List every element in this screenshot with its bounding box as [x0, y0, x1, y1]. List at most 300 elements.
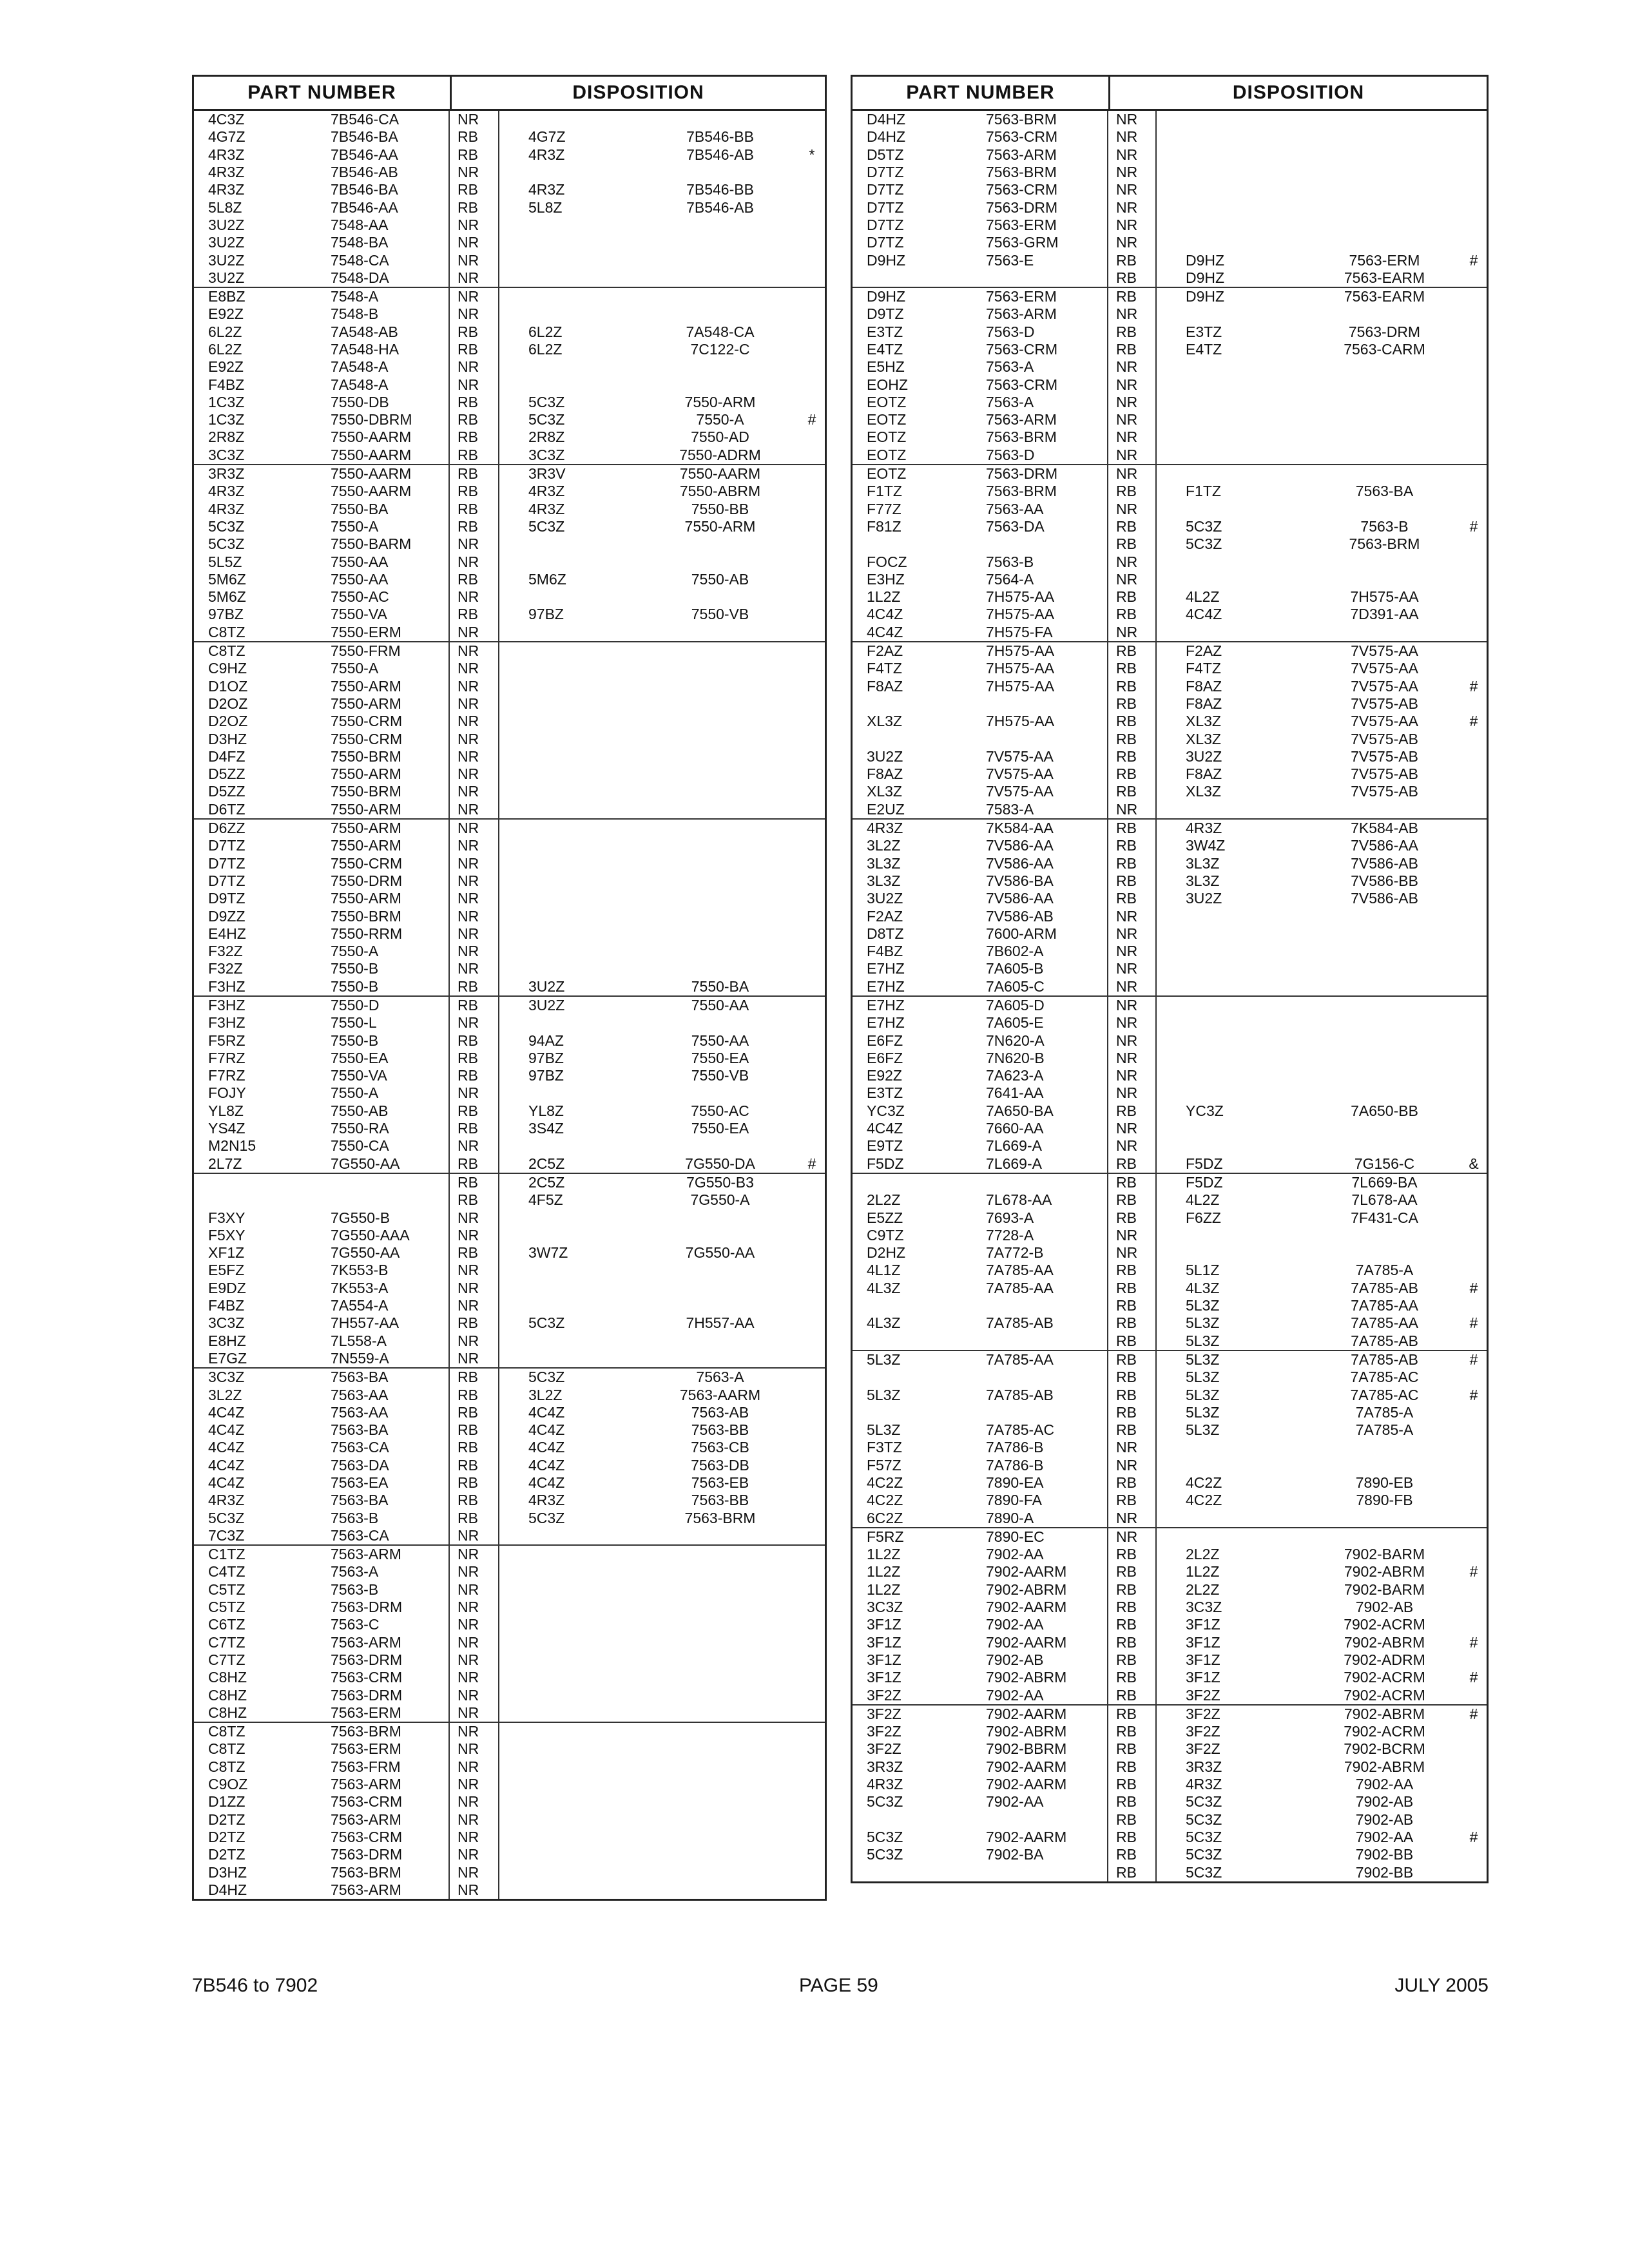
part-prefix: F3HZ — [208, 997, 246, 1013]
disposition-code: RB — [458, 466, 478, 482]
replacement-prefix: 5C3Z — [1186, 1865, 1222, 1880]
disposition-code: NR — [458, 270, 479, 285]
part-prefix: 97BZ — [208, 607, 244, 622]
note-mark: # — [1469, 1635, 1478, 1650]
part-base: 7563-BRM — [331, 1724, 401, 1740]
table-row — [194, 890, 825, 907]
replacement-prefix: 3F1Z — [1186, 1635, 1220, 1650]
table-row — [194, 1723, 825, 1740]
part-prefix: 4R3Z — [208, 484, 245, 499]
part-prefix: F5XY — [208, 1227, 246, 1243]
disposition-code: NR — [1116, 130, 1138, 145]
part-prefix: 3L3Z — [867, 873, 901, 889]
part-prefix: C9TZ — [867, 1227, 904, 1243]
table-row — [853, 1332, 1487, 1349]
column-divider — [448, 111, 450, 1899]
replacement-base: 7A785-AB — [1351, 1280, 1418, 1296]
replacement-base: 7550-VB — [691, 607, 749, 622]
part-base: 7548-AA — [331, 217, 389, 233]
part-prefix: E4TZ — [867, 342, 903, 357]
replacement-prefix: 4R3Z — [528, 1493, 565, 1508]
part-prefix: D9HZ — [867, 253, 906, 268]
part-prefix: D4FZ — [208, 749, 246, 764]
replacement-base: 7G156-C — [1354, 1156, 1415, 1171]
disposition-code: NR — [458, 1687, 479, 1703]
disposition-code: NR — [458, 802, 479, 817]
disposition-code: RB — [1116, 1742, 1137, 1757]
disposition-code: NR — [1116, 1015, 1138, 1031]
part-prefix: C8TZ — [208, 624, 246, 640]
part-prefix: 4C4Z — [208, 1405, 245, 1420]
table-row — [194, 111, 825, 128]
disposition-code: NR — [1116, 430, 1138, 445]
table-row — [194, 164, 825, 181]
table-row — [194, 748, 825, 765]
part-base: 7550-RA — [331, 1121, 389, 1137]
disposition-code: NR — [458, 289, 479, 305]
table-row — [853, 376, 1487, 393]
part-base: 7563-B — [986, 554, 1034, 570]
replacement-prefix: XL3Z — [1186, 714, 1221, 729]
replacement-prefix: 3F1Z — [1186, 1652, 1220, 1667]
part-prefix: D3HZ — [208, 1865, 247, 1880]
part-prefix: D5ZZ — [208, 767, 246, 782]
disposition-code: NR — [458, 1794, 479, 1810]
part-base: 7563-CRM — [986, 182, 1058, 198]
replacement-prefix: 5L3Z — [1186, 1316, 1220, 1331]
part-prefix: E5HZ — [867, 360, 905, 375]
table-row — [194, 1669, 825, 1686]
table-row — [194, 1546, 825, 1563]
part-prefix: 3F1Z — [867, 1670, 901, 1686]
part-base: 7H557-AA — [331, 1316, 400, 1331]
replacement-prefix: 5L3Z — [1186, 1333, 1220, 1349]
table-row — [194, 571, 825, 588]
part-prefix: F32Z — [208, 944, 243, 959]
replacement-base: 7V575-AB — [1351, 749, 1418, 764]
table-row — [853, 678, 1487, 695]
table-row — [194, 1439, 825, 1456]
part-base: 7548-CA — [331, 253, 389, 268]
part-prefix: C8TZ — [208, 1759, 246, 1774]
part-prefix: 5L8Z — [208, 200, 242, 215]
table-row — [194, 1634, 825, 1651]
table-row — [853, 288, 1487, 305]
table-row — [194, 1350, 825, 1367]
part-base: 7902-ABRM — [986, 1724, 1067, 1740]
table-row — [853, 1509, 1487, 1526]
part-prefix: E8HZ — [208, 1333, 246, 1349]
part-base: 7902-ABRM — [986, 1582, 1067, 1597]
disposition-code: NR — [1116, 112, 1138, 128]
replacement-base: 7550-AB — [691, 572, 749, 587]
column-divider — [1107, 111, 1108, 1881]
note-mark: # — [1469, 1387, 1478, 1403]
part-prefix: E92Z — [208, 360, 244, 375]
table-row — [194, 1102, 825, 1120]
table-row — [194, 837, 825, 854]
right-parts-table — [851, 75, 1489, 1883]
disposition-code: RB — [458, 501, 478, 517]
replacement-base: 7A785-A — [1355, 1423, 1414, 1438]
replacement-base: 7G550-AA — [685, 1245, 755, 1261]
part-prefix: E4HZ — [208, 926, 246, 941]
part-prefix: D6TZ — [208, 802, 246, 817]
replacement-base: 7550-ADRM — [679, 447, 761, 463]
part-prefix: 1C3Z — [208, 412, 245, 428]
table-row — [853, 1120, 1487, 1137]
table-row — [194, 820, 825, 837]
table-row — [853, 1404, 1487, 1421]
table-row — [853, 588, 1487, 606]
table-row — [853, 748, 1487, 765]
disposition-code: NR — [458, 1742, 479, 1757]
disposition-code: RB — [1116, 270, 1137, 285]
replacement-base: 7H575-AA — [1350, 590, 1419, 605]
part-prefix: D9ZZ — [208, 908, 246, 924]
disposition-code: NR — [1116, 926, 1138, 941]
part-prefix: 3L3Z — [867, 856, 901, 871]
table-row — [853, 483, 1487, 500]
part-prefix: D7TZ — [867, 165, 904, 180]
part-base: 7H575-AA — [986, 607, 1055, 622]
part-base: 7563-CRM — [986, 130, 1058, 145]
table-row — [194, 1704, 825, 1722]
table-row — [194, 1262, 825, 1279]
replacement-prefix: 6L2Z — [528, 324, 563, 340]
disposition-code: RB — [458, 1156, 478, 1171]
table-row — [194, 1492, 825, 1509]
table-row — [853, 997, 1487, 1014]
disposition-code: RB — [1116, 519, 1137, 534]
left-parts-table — [192, 75, 827, 1901]
replacement-base: 7V575-AA — [1351, 661, 1418, 677]
part-prefix: 3U2Z — [867, 891, 903, 907]
part-base: 7902-AA — [986, 1687, 1044, 1703]
disposition-code: RB — [1116, 1847, 1137, 1863]
part-base: 7A785-AA — [986, 1263, 1054, 1278]
part-prefix: C8HZ — [208, 1670, 247, 1686]
part-prefix: D9HZ — [867, 289, 906, 305]
replacement-prefix: D9HZ — [1186, 253, 1225, 268]
table-row — [853, 854, 1487, 872]
table-row — [853, 1032, 1487, 1049]
replacement-base: 7A785-AB — [1351, 1333, 1418, 1349]
part-prefix: EOTZ — [867, 466, 907, 482]
part-prefix: F8AZ — [867, 678, 903, 694]
replacement-prefix: 4R3Z — [1186, 1777, 1222, 1792]
part-base: 7563-CRM — [331, 1670, 403, 1686]
table-row — [194, 288, 825, 305]
table-row — [853, 713, 1487, 730]
replacement-base: 7L678-AA — [1351, 1193, 1418, 1208]
table-row — [194, 1421, 825, 1439]
row-group — [194, 111, 825, 288]
part-base: 7563-GRM — [986, 235, 1059, 251]
disposition-code: NR — [458, 1015, 479, 1031]
disposition-code: RB — [1116, 1564, 1137, 1580]
disposition-code: NR — [458, 1829, 479, 1845]
disposition-code: RB — [458, 997, 478, 1013]
part-prefix: 4C4Z — [208, 1440, 245, 1456]
part-prefix: 4C4Z — [208, 1475, 245, 1490]
replacement-prefix: 5C3Z — [1186, 1794, 1222, 1810]
part-prefix: F4BZ — [208, 377, 245, 392]
replacement-prefix: F5DZ — [1186, 1175, 1223, 1190]
replacement-base: 7C122-C — [690, 342, 750, 357]
disposition-code: NR — [1116, 394, 1138, 410]
disposition-code: NR — [458, 1670, 479, 1686]
disposition-code: RB — [458, 607, 478, 622]
table-row — [853, 837, 1487, 854]
replacement-base: 7563-BB — [691, 1493, 749, 1508]
table-row — [853, 1723, 1487, 1740]
replacement-base: 7K584-AB — [1351, 821, 1418, 836]
part-prefix: 3L2Z — [208, 1387, 242, 1403]
table-row — [853, 341, 1487, 358]
part-base: 7H575-AA — [986, 590, 1055, 605]
part-base: 7A605-E — [986, 1015, 1044, 1031]
table-row — [194, 1651, 825, 1669]
table-row — [853, 730, 1487, 747]
note-mark: # — [1469, 519, 1478, 534]
part-base: 7A786-B — [986, 1457, 1044, 1473]
table-row — [194, 1050, 825, 1067]
part-prefix: D7TZ — [208, 856, 246, 871]
table-row — [194, 678, 825, 695]
disposition-code: RB — [458, 324, 478, 340]
part-base: 7K553-A — [331, 1280, 389, 1296]
part-base: 7563-E — [986, 253, 1034, 268]
table-row — [194, 1137, 825, 1155]
replacement-prefix: 4C4Z — [528, 1423, 565, 1438]
row-group — [853, 1528, 1487, 1706]
note-mark: # — [1469, 1564, 1478, 1580]
part-base: 7563-DRM — [331, 1687, 403, 1703]
disposition-code: RB — [1116, 1493, 1137, 1508]
replacement-base: 7B546-BB — [686, 182, 754, 198]
table-row — [194, 483, 825, 500]
table-row — [194, 1758, 825, 1776]
replacement-prefix: 5C3Z — [528, 1510, 565, 1526]
part-base: 7563-C — [331, 1617, 380, 1633]
disposition-code: NR — [1116, 447, 1138, 463]
replacement-prefix: 4C4Z — [528, 1475, 565, 1490]
part-prefix: F4BZ — [867, 944, 903, 959]
part-base: 7641-AA — [986, 1086, 1044, 1101]
row-group — [853, 820, 1487, 997]
part-base: 7A605-B — [986, 961, 1044, 977]
part-prefix: 3C3Z — [208, 1370, 245, 1385]
replacement-base: 7550-ARM — [684, 519, 756, 534]
part-prefix: C5TZ — [208, 1582, 246, 1597]
replacement-prefix: 3L2Z — [528, 1387, 563, 1403]
part-prefix: 4R3Z — [208, 147, 245, 162]
part-prefix: 3C3Z — [867, 1600, 903, 1615]
disposition-header: DISPOSITION — [1232, 82, 1365, 103]
part-prefix: D2TZ — [208, 1847, 246, 1863]
replacement-prefix: 3W7Z — [528, 1245, 568, 1261]
part-prefix: F5RZ — [208, 1033, 246, 1048]
table-row — [853, 501, 1487, 518]
table-row — [194, 269, 825, 287]
replacement-base: 7902-ACRM — [1344, 1617, 1425, 1633]
part-base: 7G550-AAA — [331, 1227, 410, 1243]
part-base: 7A772-B — [986, 1245, 1044, 1261]
part-base: 7K553-B — [331, 1263, 389, 1278]
table-row — [194, 606, 825, 623]
replacement-prefix: 97BZ — [528, 1068, 564, 1084]
part-prefix: C7TZ — [208, 1635, 246, 1650]
part-base: 7K584-AA — [986, 821, 1054, 836]
disposition-code: NR — [458, 537, 479, 552]
row-group — [194, 288, 825, 465]
table-row — [194, 1120, 825, 1137]
table-row — [194, 1686, 825, 1704]
row-group — [853, 1706, 1487, 1881]
disposition-code: RB — [1116, 1865, 1137, 1880]
replacement-prefix: 97BZ — [528, 1050, 564, 1066]
disposition-code: RB — [1116, 1103, 1137, 1119]
table-row — [853, 1209, 1487, 1226]
table-row — [194, 1297, 825, 1314]
part-prefix: E7HZ — [867, 961, 905, 977]
part-base: 7563-ERM — [331, 1705, 401, 1720]
disposition-code: RB — [458, 200, 478, 215]
part-base: 7A785-AA — [986, 1280, 1054, 1296]
replacement-base: 7V575-AB — [1351, 767, 1418, 782]
part-prefix: C8TZ — [208, 1742, 246, 1757]
part-base: 7550-BARM — [331, 537, 412, 552]
part-base: 7550-CRM — [331, 731, 403, 747]
table-row — [194, 1509, 825, 1526]
table-row — [194, 1599, 825, 1616]
disposition-code: RB — [1116, 749, 1137, 764]
replacement-prefix: 4L3Z — [1186, 1280, 1220, 1296]
table-row — [194, 907, 825, 925]
note-mark: # — [1469, 678, 1478, 694]
table-row — [194, 1563, 825, 1581]
replacement-prefix: 4R3Z — [528, 147, 565, 162]
replacement-prefix: YL8Z — [528, 1103, 564, 1119]
row-group — [194, 1546, 825, 1723]
table-row — [194, 1067, 825, 1084]
part-base: 7B546-BA — [331, 182, 398, 198]
footer-date: JULY 2005 — [1394, 1975, 1489, 1996]
part-base: 7728-A — [986, 1227, 1034, 1243]
disposition-code: NR — [458, 253, 479, 268]
table-row — [853, 1297, 1487, 1314]
part-prefix: 3F2Z — [867, 1687, 901, 1703]
table-row — [853, 1669, 1487, 1686]
replacement-prefix: 2C5Z — [528, 1156, 565, 1171]
disposition-code: RB — [458, 1103, 478, 1119]
disposition-code: RB — [458, 1457, 478, 1473]
disposition-code: RB — [1116, 1156, 1137, 1171]
part-prefix: 5C3Z — [867, 1794, 903, 1810]
replacement-base: 7563-BA — [1355, 484, 1414, 499]
disposition-code: NR — [1116, 802, 1138, 817]
part-prefix: XL3Z — [867, 714, 902, 729]
disposition-code: NR — [458, 891, 479, 907]
disposition-code: RB — [458, 519, 478, 534]
disposition-code: RB — [1116, 1298, 1137, 1314]
part-base: 7563-BRM — [986, 484, 1057, 499]
part-prefix: C7TZ — [208, 1652, 246, 1667]
part-prefix: F2AZ — [867, 908, 903, 924]
table-row — [194, 1474, 825, 1492]
replacement-base: 7A785-AC — [1350, 1387, 1419, 1403]
replacement-prefix: 5C3Z — [1186, 519, 1222, 534]
disposition-code: NR — [1116, 1457, 1138, 1473]
part-prefix: E9TZ — [867, 1139, 903, 1154]
disposition-code: NR — [1116, 572, 1138, 587]
part-prefix: E92Z — [867, 1068, 902, 1084]
replacement-prefix: 4L2Z — [1186, 1193, 1220, 1208]
disposition-code: RB — [1116, 678, 1137, 694]
part-base: 7G550-AA — [331, 1245, 400, 1261]
part-prefix: D4HZ — [867, 112, 906, 128]
part-prefix: 4C3Z — [208, 112, 245, 128]
disposition-code: NR — [458, 1812, 479, 1827]
replacement-prefix: F6ZZ — [1186, 1210, 1221, 1225]
table-row — [853, 1262, 1487, 1279]
row-group — [853, 111, 1487, 288]
part-prefix: YS4Z — [208, 1121, 246, 1137]
disposition-code: RB — [1116, 1777, 1137, 1792]
replacement-prefix: 4F5Z — [528, 1193, 563, 1208]
part-prefix: 3L2Z — [867, 838, 901, 854]
replacement-base: 7V586-BB — [1351, 873, 1418, 889]
table-row — [194, 1332, 825, 1349]
table-row — [853, 216, 1487, 234]
left-table-header — [194, 77, 825, 111]
disposition-code: RB — [458, 447, 478, 463]
replacement-base: 7G550-DA — [685, 1156, 755, 1171]
part-base: 7902-AARM — [986, 1706, 1067, 1722]
disposition-code: NR — [458, 1350, 479, 1366]
table-row — [194, 1616, 825, 1633]
replacement-base: 7563-AB — [691, 1405, 749, 1420]
disposition-code: RB — [1116, 1794, 1137, 1810]
replacement-prefix: E4TZ — [1186, 342, 1222, 357]
part-base: 7563-BRM — [986, 430, 1057, 445]
replacement-base: 7563-A — [696, 1370, 744, 1385]
row-group — [853, 288, 1487, 465]
part-prefix: D2TZ — [208, 1812, 246, 1827]
part-prefix: 3F1Z — [867, 1652, 901, 1667]
disposition-code: NR — [1116, 182, 1138, 198]
table-row — [194, 146, 825, 164]
part-prefix: 1L2Z — [867, 1564, 901, 1580]
disposition-code: RB — [1116, 537, 1137, 552]
replacement-prefix: 1L2Z — [1186, 1564, 1220, 1580]
replacement-prefix: 3F2Z — [1186, 1687, 1220, 1703]
part-prefix: 1L2Z — [867, 1582, 901, 1597]
part-base: 7563-FRM — [331, 1759, 401, 1774]
part-base: 7902-AARM — [986, 1600, 1067, 1615]
part-prefix: E9DZ — [208, 1280, 246, 1296]
replacement-prefix: 5L3Z — [1186, 1298, 1220, 1314]
replacement-base: 7563-DRM — [1348, 324, 1421, 340]
part-prefix: 6L2Z — [208, 342, 242, 357]
disposition-code: NR — [458, 1528, 479, 1543]
part-base: 7563-CA — [331, 1440, 389, 1456]
part-base: 7564-A — [986, 572, 1034, 587]
disposition-code: NR — [458, 944, 479, 959]
row-group — [194, 997, 825, 1174]
replacement-base: 7902-AB — [1355, 1794, 1414, 1810]
